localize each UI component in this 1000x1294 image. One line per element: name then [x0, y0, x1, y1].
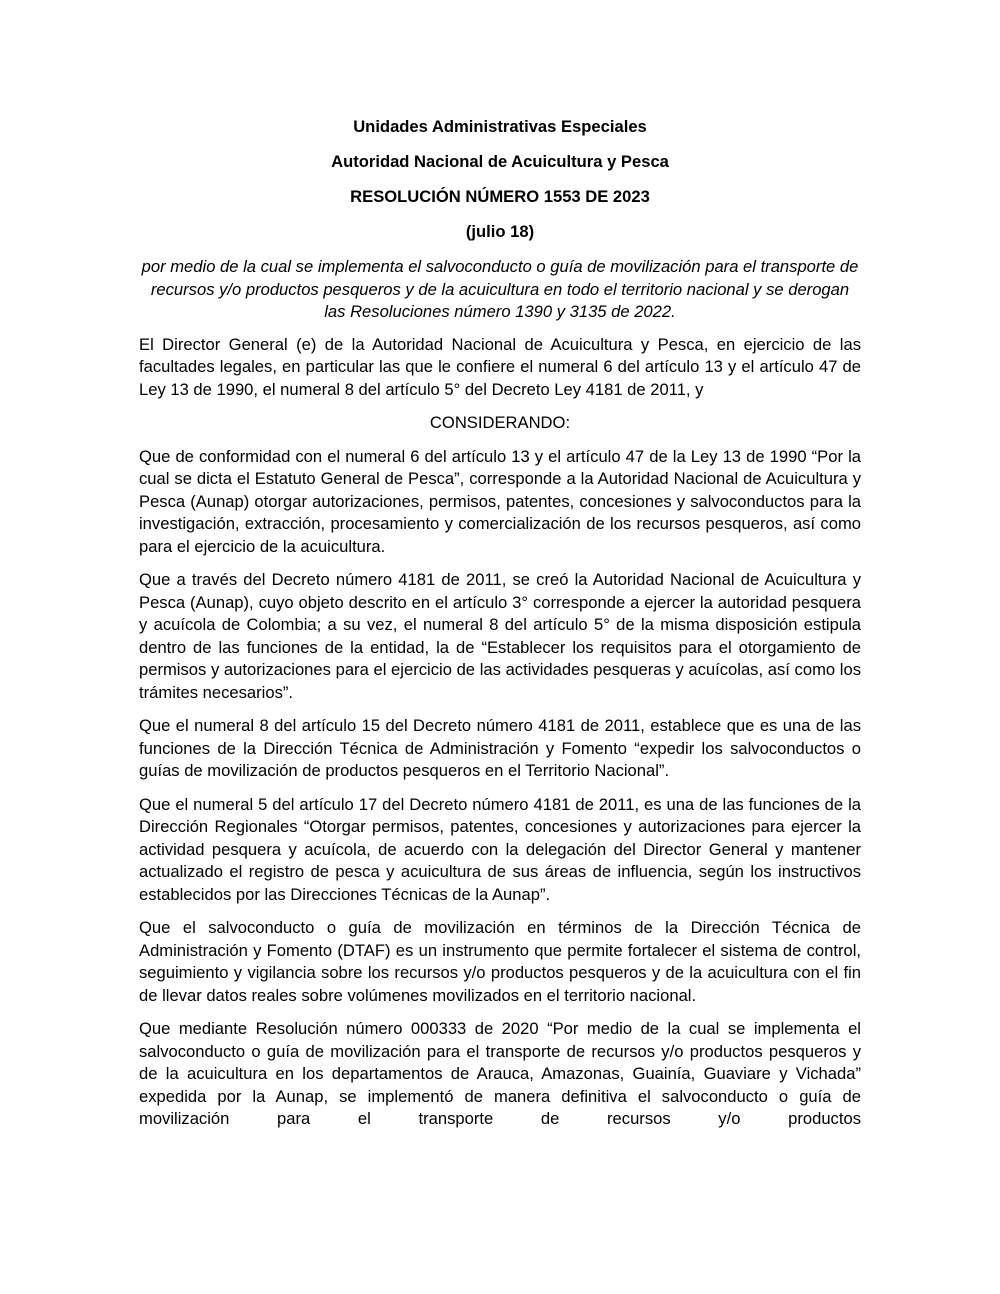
entity-group-heading: Unidades Administrativas Especiales — [353, 117, 647, 136]
considering-paragraph: Que el numeral 8 del artículo 15 del Decreto número 4181 de 2011, establece que es una de las funciones de la Dirección Técnica de Administración y Fomento “expedir los salvoconductos o guías de movilización de productos pesqueros en el Territorio Nacional”. — [139, 716, 861, 780]
considering-paragraph: Que de conformidad con el numeral 6 del artículo 13 y el artículo 47 de la Ley 13 de 1990 “Por la cual se dicta el Estatuto General de Pesca”, corresponde a la Autoridad Nacional de Acuicultura y Pesca (Aunap) otorgar autorizaciones, permisos, patentes, concesiones y salvoconductos para la investigación, extracción, procesamiento y comercialización de los recursos pesqueros, así como para el ejercicio de la acuicultura. — [139, 446, 861, 556]
considering-paragraph: Que el numeral 5 del artículo 17 del Decreto número 4181 de 2011, es una de las funciones de la Dirección Regionales “Otorgar permisos, patentes, concesiones y autorizaciones para ejercer la actividad pesquera y acuícola, de acuerdo con la delegación del Director General y mantener actualizado el registro de pesca y acuicultura de sus áreas de influencia, según los instructivos establecidos por las Direcciones Técnicas de la Aunap”. — [139, 794, 861, 904]
document-page — [139, 116, 861, 1131]
considering-title: CONSIDERANDO: — [429, 413, 571, 432]
considering-paragraph-continued: Que mediante Resolución número 000333 de 2020 “Por medio de la cual se implementa el salvoconducto o guía de movilización para el transporte de recursos y/o productos pesqueros y de la acuicultura en los departamentos de Arauca, Amazonas, Guainía, Guaviare y Vichada” expedida por la Aunap, se implementó de manera definitiva el salvoconducto o guía de movilización para el transporte de recursos y/o productos — [139, 1019, 861, 1128]
resolution-date: (julio 18) — [465, 222, 535, 241]
preamble-paragraph: El Director General (e) de la Autoridad Nacional de Acuicultura y Pesca, en ejercicio de las facultades legales, en particular las que le confiere el numeral 6 del artículo 13 y el artículo 47 de Ley 13 de 1990, el numeral 8 del artículo 5° del Decreto Ley 4181 de 2011, y — [139, 334, 861, 399]
considering-paragraph: Que el salvoconducto o guía de movilización en términos de la Dirección Técnica de Administración y Fomento (DTAF) es un instrumento que permite fortalecer el sistema de control, seguimiento y vigilancia sobre los recursos y/o productos pesqueros y de la acuicultura con el fin de llevar datos reales sobre volúmenes movilizados en el territorio nacional. — [139, 918, 861, 1005]
considering-paragraph: Que a través del Decreto número 4181 de 2011, se creó la Autoridad Nacional de Acuicultura y Pesca (Aunap), cuyo objeto descrito en el artículo 3° corresponde a ejercer la autoridad pesquera y acuícola de Colombia; a su vez, el numeral 8 del artículo 5° de la misma disposición estipula dentro de las funciones de la entidad, la de “Establecer los requisitos para el otorgamiento de permisos y autorizaciones para el ejercicio de las actividades pesqueras y acuícolas, así como los trámites necesarios”. — [139, 570, 861, 702]
authority-heading: Autoridad Nacional de Acuicultura y Pesca — [331, 152, 669, 171]
resolution-summary: por medio de la cual se implementa el salvoconducto o guía de movilización para el transporte de recursos y/o productos pesqueros y de la acuicultura en todo el territorio nacional y se derogan las Resoluciones número 1390 y 3135 de 2022. — [141, 257, 859, 321]
resolution-title: RESOLUCIÓN NÚMERO 1553 DE 2023 — [350, 187, 650, 206]
